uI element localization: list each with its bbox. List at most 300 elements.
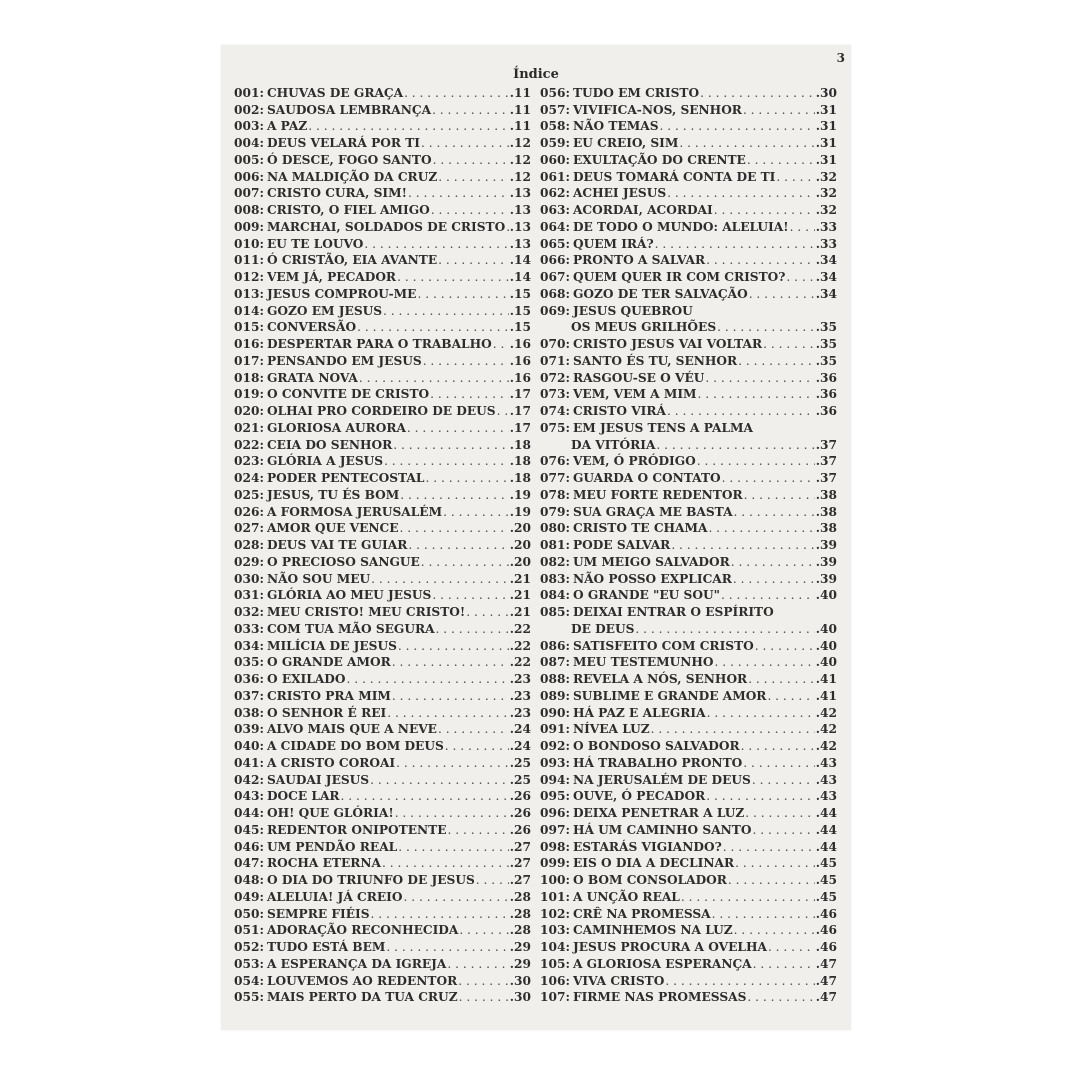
entry-title: ACORDAI, ACORDAI [572, 203, 713, 217]
entry-number: 001: [234, 85, 264, 100]
entry-title: ALVO MAIS QUE A NEVE [266, 722, 437, 737]
entry-number: 044: [234, 806, 264, 820]
entry-leader-dots [723, 839, 815, 855]
entry-leader-dots [370, 772, 509, 788]
entry-page: .34 [815, 270, 837, 284]
entry-title: DEUS VAI TE GUIAR [266, 538, 408, 552]
entry-title: CAMINHEMOS NA LUZ [572, 923, 733, 938]
entry-page: .42 [815, 722, 837, 737]
entry-page: .26 [509, 822, 531, 837]
entry-leader-dots [447, 956, 508, 972]
entry-number: 006: [234, 169, 264, 184]
entry-page: .14 [509, 253, 531, 268]
entry-leader-dots [459, 922, 508, 938]
entry-title: REVELA A NÓS, SENHOR [572, 672, 748, 686]
entry-title: DEIXAI ENTRAR O ESPÍRITO [572, 605, 774, 619]
entry-title: O GRANDE "EU SOU" [572, 588, 720, 603]
entry-title: NÃO POSSO EXPLICAR [572, 571, 732, 586]
entry-title: EU CREIO, SIM [572, 136, 679, 150]
entry-page: .13 [509, 186, 531, 201]
entry-number: 057: [540, 102, 570, 117]
index-entry [234, 520, 531, 537]
entry-number: 049: [234, 889, 264, 904]
index-entry [540, 871, 837, 888]
index-entry [540, 118, 837, 135]
entry-page: .13 [509, 203, 531, 217]
entry-title: QUEM IRÁ? [572, 236, 654, 251]
entry-title: VEM, VEM A MIM [572, 387, 697, 402]
entry-number: 017: [234, 353, 264, 368]
entry-title: A GLORIOSA ESPERANÇA [572, 956, 752, 971]
entry-title: SATISFEITO COM CRISTO [572, 638, 754, 653]
index-entry [540, 603, 837, 620]
index-entry [540, 637, 837, 654]
entry-number: 077: [540, 471, 570, 485]
entry-number: 056: [540, 85, 570, 100]
entry-page: .30 [509, 990, 531, 1005]
entry-title: TUDO ESTÁ BEM [266, 940, 386, 954]
index-entry [540, 654, 837, 671]
index-entry [540, 620, 837, 637]
entry-title: OS MEUS GRILHÕES [571, 320, 717, 335]
entry-leader-dots [700, 85, 815, 101]
entry-page: .22 [509, 655, 531, 670]
index-entry [234, 938, 531, 955]
entry-leader-dots [721, 587, 815, 603]
index-entry [234, 704, 531, 721]
entry-leader-dots [722, 470, 815, 486]
entry-number: 061: [540, 169, 570, 184]
entry-leader-dots [392, 654, 509, 670]
entry-number: 047: [234, 856, 264, 871]
entry-number: 054: [234, 973, 264, 988]
entry-title: SAUDAI JESUS [266, 772, 370, 787]
index-entry [540, 285, 837, 302]
entry-page: .23 [509, 688, 531, 703]
entry-title: JESUS PROCURA A OVELHA [572, 940, 767, 954]
entry-leader-dots [749, 286, 815, 302]
entry-title: O GRANDE AMOR [266, 655, 391, 670]
entry-title: GOZO EM JESUS [266, 303, 383, 318]
entry-title: MILÍCIA DE JESUS [266, 638, 397, 653]
entry-page: .27 [509, 839, 531, 854]
entry-page: .38 [815, 521, 837, 536]
index-entry [540, 855, 837, 872]
index-entry [234, 654, 531, 671]
entry-leader-dots [466, 604, 509, 620]
entry-page: .15 [509, 286, 531, 301]
index-entry [540, 453, 837, 470]
entry-leader-dots [384, 453, 509, 469]
index-entry [540, 989, 837, 1006]
entry-page: .42 [815, 705, 837, 720]
entry-page: .15 [509, 303, 531, 318]
entry-page: .11 [509, 119, 531, 134]
entry-number: 008: [234, 203, 264, 217]
entry-number: 092: [540, 739, 570, 753]
entry-leader-dots [408, 537, 508, 553]
index-entry [540, 352, 837, 369]
index-entry [540, 922, 837, 939]
entry-leader-dots [731, 554, 815, 570]
entry-leader-dots [656, 437, 814, 453]
entry-title: QUEM QUER IR COM CRISTO? [572, 270, 786, 284]
entry-leader-dots [417, 286, 508, 302]
entry-title: Ó DESCE, FOGO SANTO [266, 152, 432, 167]
index-column-left [234, 84, 531, 1005]
entry-leader-dots [421, 135, 509, 151]
entry-page: .31 [815, 136, 837, 150]
entry-page: .32 [815, 169, 837, 184]
entry-title: CRISTO CURA, SIM! [266, 186, 407, 201]
index-entry [234, 84, 531, 101]
entry-page: .28 [509, 906, 531, 921]
entry-leader-dots [448, 822, 509, 838]
index-entry [234, 419, 531, 436]
entry-number: 052: [234, 940, 264, 954]
index-entry [234, 503, 531, 520]
entry-title: DESPERTAR PARA O TRABALHO [266, 337, 492, 351]
entry-page: .32 [815, 203, 837, 217]
entry-page: .47 [815, 956, 837, 971]
entry-number: 020: [234, 404, 264, 418]
entry-page: .28 [509, 923, 531, 938]
entry-title: GOZO DE TER SALVAÇÃO [572, 286, 748, 301]
entry-title: O CONVITE DE CRISTO [266, 387, 430, 402]
entry-title: MEU CRISTO! MEU CRISTO! [266, 605, 466, 619]
entry-page: .18 [509, 471, 531, 485]
index-entry [234, 185, 531, 202]
index-entry [540, 888, 837, 905]
entry-leader-dots [421, 554, 509, 570]
entry-leader-dots [734, 922, 815, 938]
entry-number: 053: [234, 956, 264, 971]
entry-title: GLÓRIA AO MEU JESUS [266, 588, 432, 603]
entry-title: ACHEI JESUS [572, 186, 667, 201]
entry-leader-dots [753, 956, 815, 972]
entry-page: .21 [509, 605, 531, 619]
index-entry [234, 721, 531, 738]
entry-title: NÃO TEMAS [572, 119, 659, 134]
entry-title: HÁ PAZ E ALEGRIA [572, 705, 706, 720]
entry-number: 027: [234, 521, 264, 536]
entry-leader-dots [667, 185, 815, 201]
entry-number: 004: [234, 136, 264, 150]
index-entry [234, 386, 531, 403]
entry-title: TUDO EM CRISTO [572, 85, 700, 100]
entry-page: .30 [815, 85, 837, 100]
entry-page: .29 [509, 956, 531, 971]
entry-leader-dots [398, 638, 509, 654]
entry-leader-dots [743, 102, 815, 118]
entry-title: A PAZ [266, 119, 308, 134]
entry-page: .35 [815, 353, 837, 368]
entry-title: NÍVEA LUZ [572, 722, 650, 737]
entry-leader-dots [707, 705, 815, 721]
entry-leader-dots [392, 688, 509, 704]
entry-leader-dots [790, 219, 815, 235]
entry-number: 074: [540, 404, 570, 418]
entry-page: .18 [509, 454, 531, 469]
entry-title: Ó CRISTÃO, EIA AVANTE [266, 253, 438, 268]
entry-number: 009: [234, 219, 264, 234]
entry-title: SANTO ÉS TU, SENHOR [572, 353, 738, 368]
entry-title: A UNÇÃO REAL [572, 889, 680, 904]
entry-leader-dots [476, 872, 509, 888]
entry-title: CEIA DO SENHOR [266, 437, 393, 452]
entry-page: .33 [815, 236, 837, 251]
entry-title: JESUS QUEBROU [572, 303, 693, 318]
entry-page: .36 [815, 404, 837, 418]
index-column-right [540, 84, 837, 1005]
entry-number: 045: [234, 822, 264, 837]
entry-page: .24 [509, 739, 531, 753]
entry-title: O SENHOR É REI [266, 705, 387, 720]
entry-page: .33 [815, 219, 837, 234]
entry-title: LOUVEMOS AO REDENTOR [266, 973, 458, 988]
entry-leader-dots [748, 671, 815, 687]
entry-page: .26 [509, 806, 531, 820]
entry-title: CRISTO PRA MIM [266, 688, 391, 703]
entry-leader-dots [430, 386, 509, 402]
entry-leader-dots [407, 420, 509, 436]
index-entry [234, 486, 531, 503]
entry-number: 059: [540, 136, 570, 150]
index-entry [540, 972, 837, 989]
entry-number: 084: [540, 588, 570, 603]
entry-leader-dots [459, 989, 509, 1005]
entry-page: .35 [815, 320, 837, 335]
entry-page: .46 [815, 906, 837, 921]
entry-number: 075: [540, 420, 570, 435]
entry-title: GUARDA O CONTATO [572, 471, 721, 485]
entry-leader-dots [408, 185, 509, 201]
entry-title: VIVA CRISTO [572, 973, 665, 988]
entry-leader-dots [386, 939, 508, 955]
entry-page: .34 [815, 253, 837, 268]
index-entry [234, 771, 531, 788]
entry-leader-dots [382, 855, 509, 871]
index-entry [234, 570, 531, 587]
index-entry [234, 922, 531, 939]
entry-page: .40 [815, 655, 837, 670]
index-entry [540, 201, 837, 218]
entry-leader-dots [735, 855, 815, 871]
entry-number: 046: [234, 839, 264, 854]
entry-number: 043: [234, 789, 264, 804]
entry-number: 013: [234, 286, 264, 301]
entry-leader-dots [752, 822, 814, 838]
entry-title: HÁ TRABALHO PRONTO [572, 755, 743, 770]
entry-leader-dots [698, 386, 815, 402]
index-entry [234, 838, 531, 855]
entry-number: 015: [234, 320, 264, 335]
entry-title: NÃO SOU MEU [266, 571, 371, 586]
entry-number: 050: [234, 906, 264, 921]
entry-page: .46 [815, 940, 837, 954]
entry-number: 007: [234, 186, 264, 201]
index-entry [234, 168, 531, 185]
entry-title: CRÊ NA PROMESSA [572, 906, 711, 921]
entry-title: JESUS, TU ÉS BOM [266, 487, 400, 502]
index-entry [234, 285, 531, 302]
page-title: Índice [513, 67, 559, 82]
index-entry [234, 218, 531, 235]
index-entry [540, 369, 837, 386]
entry-title: SUA GRAÇA ME BASTA [572, 504, 733, 519]
entry-leader-dots [734, 504, 815, 520]
index-entry [540, 670, 837, 687]
entry-leader-dots [403, 889, 508, 905]
entry-leader-dots [433, 152, 509, 168]
entry-page: .18 [509, 437, 531, 452]
index-entry [234, 587, 531, 604]
entry-page: .39 [815, 554, 837, 569]
entry-number: 039: [234, 722, 264, 737]
entry-number: 035: [234, 655, 264, 670]
entry-page: .31 [815, 119, 837, 134]
entry-title: MAIS PERTO DA TUA CRUZ [266, 990, 458, 1005]
entry-number: 071: [540, 353, 570, 368]
entry-page: .45 [815, 889, 837, 904]
entry-page: .42 [815, 739, 837, 753]
entry-leader-dots [398, 839, 509, 855]
entry-leader-dots [423, 353, 509, 369]
entry-page: .35 [815, 337, 837, 351]
index-entry [540, 436, 837, 453]
entry-title: O PRECIOSO SANGUE [266, 554, 420, 569]
entry-page: .23 [509, 672, 531, 686]
entry-title: A CIDADE DO BOM DEUS [266, 739, 444, 753]
entry-title: PODE SALVAR [572, 538, 671, 552]
index-entry [540, 235, 837, 252]
entry-page: .44 [815, 806, 837, 820]
entry-number: 014: [234, 303, 264, 318]
index-entry [540, 185, 837, 202]
entry-number: 106: [540, 973, 570, 988]
index-entry [234, 335, 531, 352]
entry-page: .16 [509, 337, 531, 351]
entry-title: EM JESUS TENS A PALMA [572, 420, 753, 435]
entry-title: ESTARÁS VIGIANDO? [572, 839, 722, 854]
entry-number: 087: [540, 655, 570, 670]
entry-page: .16 [509, 370, 531, 385]
entry-leader-dots [738, 353, 815, 369]
index-entry [234, 804, 531, 821]
entry-title: REDENTOR ONIPOTENTE [266, 822, 447, 837]
entry-title: A FORMOSA JERUSALÉM [266, 504, 443, 519]
entry-number: 066: [540, 253, 570, 268]
entry-leader-dots [438, 169, 509, 185]
entry-title: CHUVAS DE GRAÇA [266, 85, 404, 100]
index-entry [234, 235, 531, 252]
entry-number: 036: [234, 672, 264, 686]
entry-page: .44 [815, 839, 837, 854]
entry-leader-dots [752, 772, 815, 788]
index-entry [234, 319, 531, 336]
page-number: 3 [836, 51, 845, 65]
book-page [221, 45, 851, 1030]
entry-page: .22 [509, 621, 531, 636]
entry-title: O EXILADO [266, 672, 346, 686]
entry-number: 080: [540, 521, 570, 536]
entry-number: 011: [234, 253, 264, 268]
index-entry [234, 737, 531, 754]
entry-title: DOCE LAR [266, 789, 340, 804]
index-entry [540, 319, 837, 336]
entry-page: .14 [509, 270, 531, 284]
entry-title: GRATA NOVA [266, 370, 358, 385]
entry-title: MEU FORTE REDENTOR [572, 487, 743, 502]
entry-leader-dots [443, 504, 509, 520]
entry-page: .17 [509, 420, 531, 435]
entry-page: .21 [509, 571, 531, 586]
entry-number: 040: [234, 739, 264, 753]
entry-leader-dots [431, 202, 509, 218]
entry-page: .11 [509, 85, 531, 100]
entry-title: MARCHAI, SOLDADOS DE CRISTO [266, 219, 506, 234]
entry-number: 107: [540, 990, 570, 1005]
entry-page: .43 [815, 755, 837, 770]
entry-page: .12 [509, 169, 531, 184]
entry-leader-dots [341, 788, 509, 804]
entry-number: 032: [234, 605, 264, 619]
entry-number: 096: [540, 806, 570, 820]
entry-number: 022: [234, 437, 264, 452]
index-entry [540, 687, 837, 704]
entry-title: ALELUIA! JÁ CREIO [266, 889, 403, 904]
entry-page: .12 [509, 152, 531, 167]
entry-title: CRISTO, O FIEL AMIGO [266, 203, 430, 217]
entry-page: .19 [509, 504, 531, 519]
index-entry [540, 804, 837, 821]
index-entry [234, 352, 531, 369]
entry-title: SUBLIME E GRANDE AMOR [572, 688, 767, 703]
entry-title: JESUS COMPROU-ME [266, 286, 417, 301]
entry-number: 088: [540, 672, 570, 686]
entry-page: .28 [509, 889, 531, 904]
entry-leader-dots [712, 906, 815, 922]
entry-title: SAUDOSA LEMBRANÇA [266, 102, 432, 117]
entry-page: .40 [815, 588, 837, 603]
index-entry [234, 620, 531, 637]
index-entry [234, 670, 531, 687]
entry-title: ADORAÇÃO RECONHECIDA [266, 923, 459, 938]
index-entry [540, 938, 837, 955]
entry-leader-dots [383, 303, 509, 319]
entry-number: 031: [234, 588, 264, 603]
entry-title: UM PENDÃO REAL [266, 839, 398, 854]
index-entry [540, 570, 837, 587]
entry-page: .47 [815, 990, 837, 1005]
index-entry [540, 268, 837, 285]
entry-number: 055: [234, 990, 264, 1005]
entry-number: 099: [540, 856, 570, 871]
entry-title: CONVERSÃO [266, 320, 357, 335]
entry-leader-dots [767, 688, 814, 704]
entry-page: .23 [509, 705, 531, 720]
entry-page: .25 [509, 755, 531, 770]
entry-leader-dots [359, 370, 509, 386]
entry-page: .40 [815, 638, 837, 653]
entry-leader-dots [660, 118, 815, 134]
entry-page: .39 [815, 538, 837, 552]
entry-title: CRISTO JESUS VAI VOLTAR [572, 337, 763, 351]
entry-leader-dots [346, 671, 508, 687]
entry-number: 048: [234, 873, 264, 887]
entry-leader-dots [438, 252, 509, 268]
index-entry [234, 453, 531, 470]
